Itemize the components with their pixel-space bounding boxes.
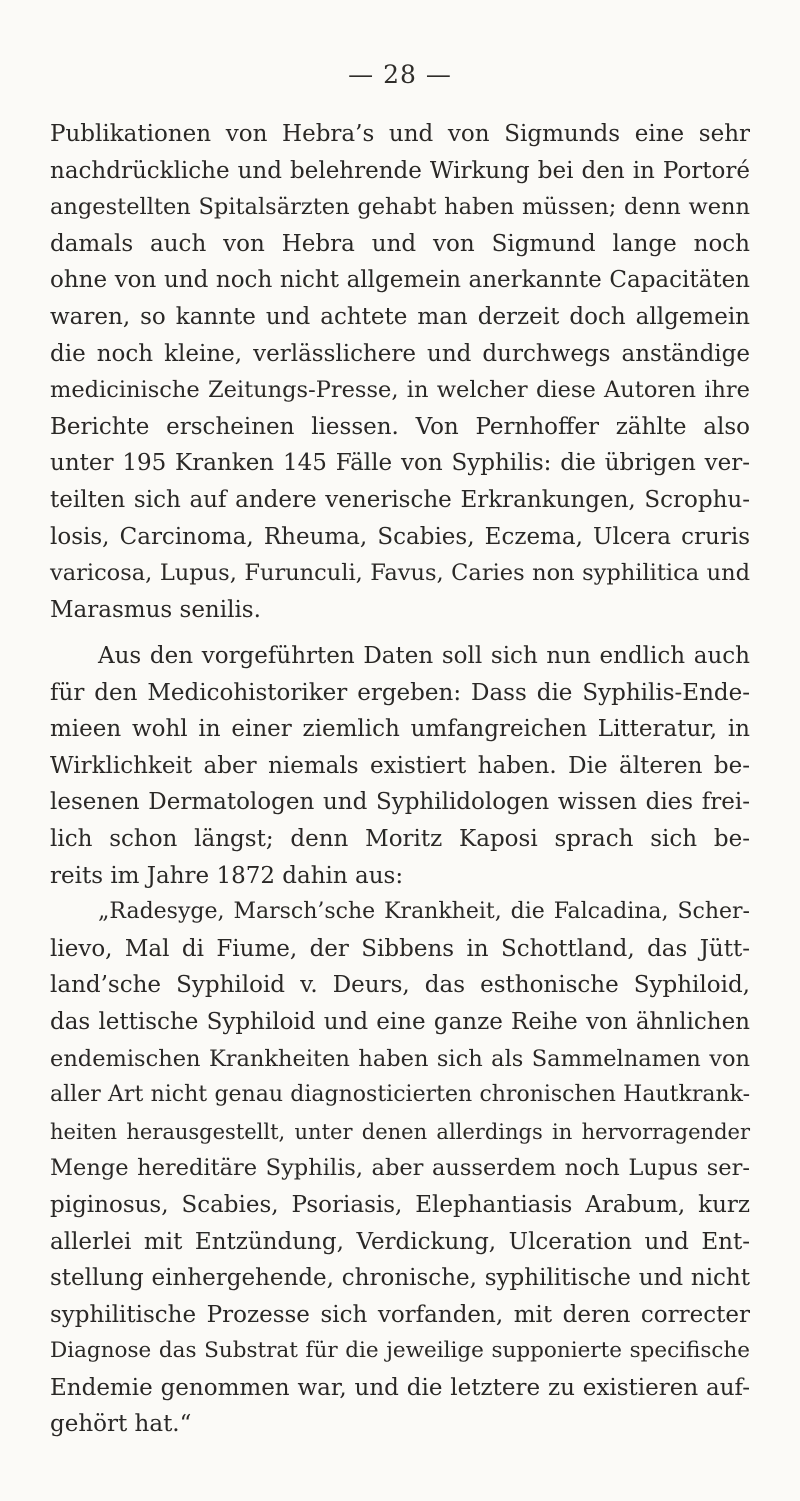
text-line: Aus den vorgeführten Daten soll sich nun endlich auch [98, 643, 750, 669]
text-line: für den Medicohistoriker ergeben: Dass die Syphilis-Ende- [50, 679, 750, 706]
text-line: stellung einhergehende, chronische, syphilitische und nicht [50, 1265, 750, 1292]
paragraph-kaposi-quote [50, 638, 750, 1443]
text-line: Wirklichkeit aber niemals existiert haben. Die älteren be- [50, 752, 750, 779]
text-line: endemischen Krankheiten haben sich als Sammelnamen von [50, 1045, 750, 1072]
text-line: Marasmus senilis. [50, 596, 261, 623]
text-line: losis, Carcinoma, Rheuma, Scabies, Eczema, Ulcera cruris [50, 523, 750, 550]
text-line: varicosa, Lupus, Furunculi, Favus, Caries non syphilitica und [50, 560, 750, 587]
text-line: waren, so kannte und achtete man derzeit doch allgemein [50, 303, 750, 330]
text-line: allerlei mit Entzündung, Verdickung, Ulceration und Ent- [50, 1228, 750, 1255]
text-line: piginosus, Scabies, Psoriasis, Elephantiasis Arabum, kurz [50, 1191, 750, 1218]
text-line: aller Art nicht genau diagnosticierten chronischen Hautkrank- [50, 1082, 750, 1108]
text-line: Diagnose das Substrat für die jeweilige supponierte specifische [50, 1338, 750, 1364]
text-line: lievo, Mal di Fiume, der Sibbens in Schottland, das Jütt- [50, 935, 750, 962]
text-line: Publikationen von Hebra’s und von Sigmunds eine sehr [50, 121, 750, 147]
text-line: nachdrückliche und belehrende Wirkung bei den in Portoré [50, 157, 750, 184]
text-line: land’sche Syphiloid v. Deurs, das esthonische Syphiloid, [50, 972, 750, 999]
text-line: medicinische Zeitungs-Presse, in welcher diese Autoren ihre [50, 377, 750, 404]
text-line: syphilitische Prozesse sich vorfanden, mit deren correcter [50, 1301, 750, 1328]
text-line: teilten sich auf andere venerische Erkrankungen, Scrophu- [50, 486, 750, 513]
text-line: damals auch von Hebra und von Sigmund lange noch [50, 230, 750, 257]
text-line: gehört hat.“ [50, 1411, 192, 1438]
page-number: — 28 — [348, 60, 452, 89]
text-line: ohne von und noch nicht allgemein anerkannte Capacitäten [50, 267, 750, 294]
text-line: lesenen Dermatologen und Syphilidologen wissen dies frei- [50, 789, 750, 816]
text-line: „Radesyge, Marsch’sche Krankheit, die Falcadina, Scher- [98, 899, 750, 925]
text-line: Berichte erscheinen liessen. Von Pernhoffer zählte also [50, 413, 750, 440]
text-line: angestellten Spitalsärzten gehabt haben müssen; denn wenn [50, 194, 750, 221]
text-line: Endemie genommen war, und die letztere zu existieren auf- [50, 1374, 750, 1401]
text-line: heiten herausgestellt, unter denen allerdings in hervorragender [50, 1119, 750, 1144]
text-line: reits im Jahre 1872 dahin aus: [50, 862, 404, 889]
paragraph-pernhoffer-statistics [50, 116, 750, 628]
text-line: die noch kleine, verlässlichere und durchwegs anständige [50, 340, 750, 367]
text-line: Menge hereditäre Syphilis, aber ausserdem noch Lupus ser- [50, 1155, 750, 1182]
text-line: unter 195 Kranken 145 Fälle von Syphilis: die übrigen ver- [50, 450, 750, 477]
text-line: mieen wohl in einer ziemlich umfangreichen Litteratur, in [50, 716, 750, 743]
text-line: das lettische Syphiloid und eine ganze Reihe von ähnlichen [50, 1008, 750, 1035]
text-line: lich schon längst; denn Moritz Kaposi sprach sich be- [50, 825, 750, 852]
